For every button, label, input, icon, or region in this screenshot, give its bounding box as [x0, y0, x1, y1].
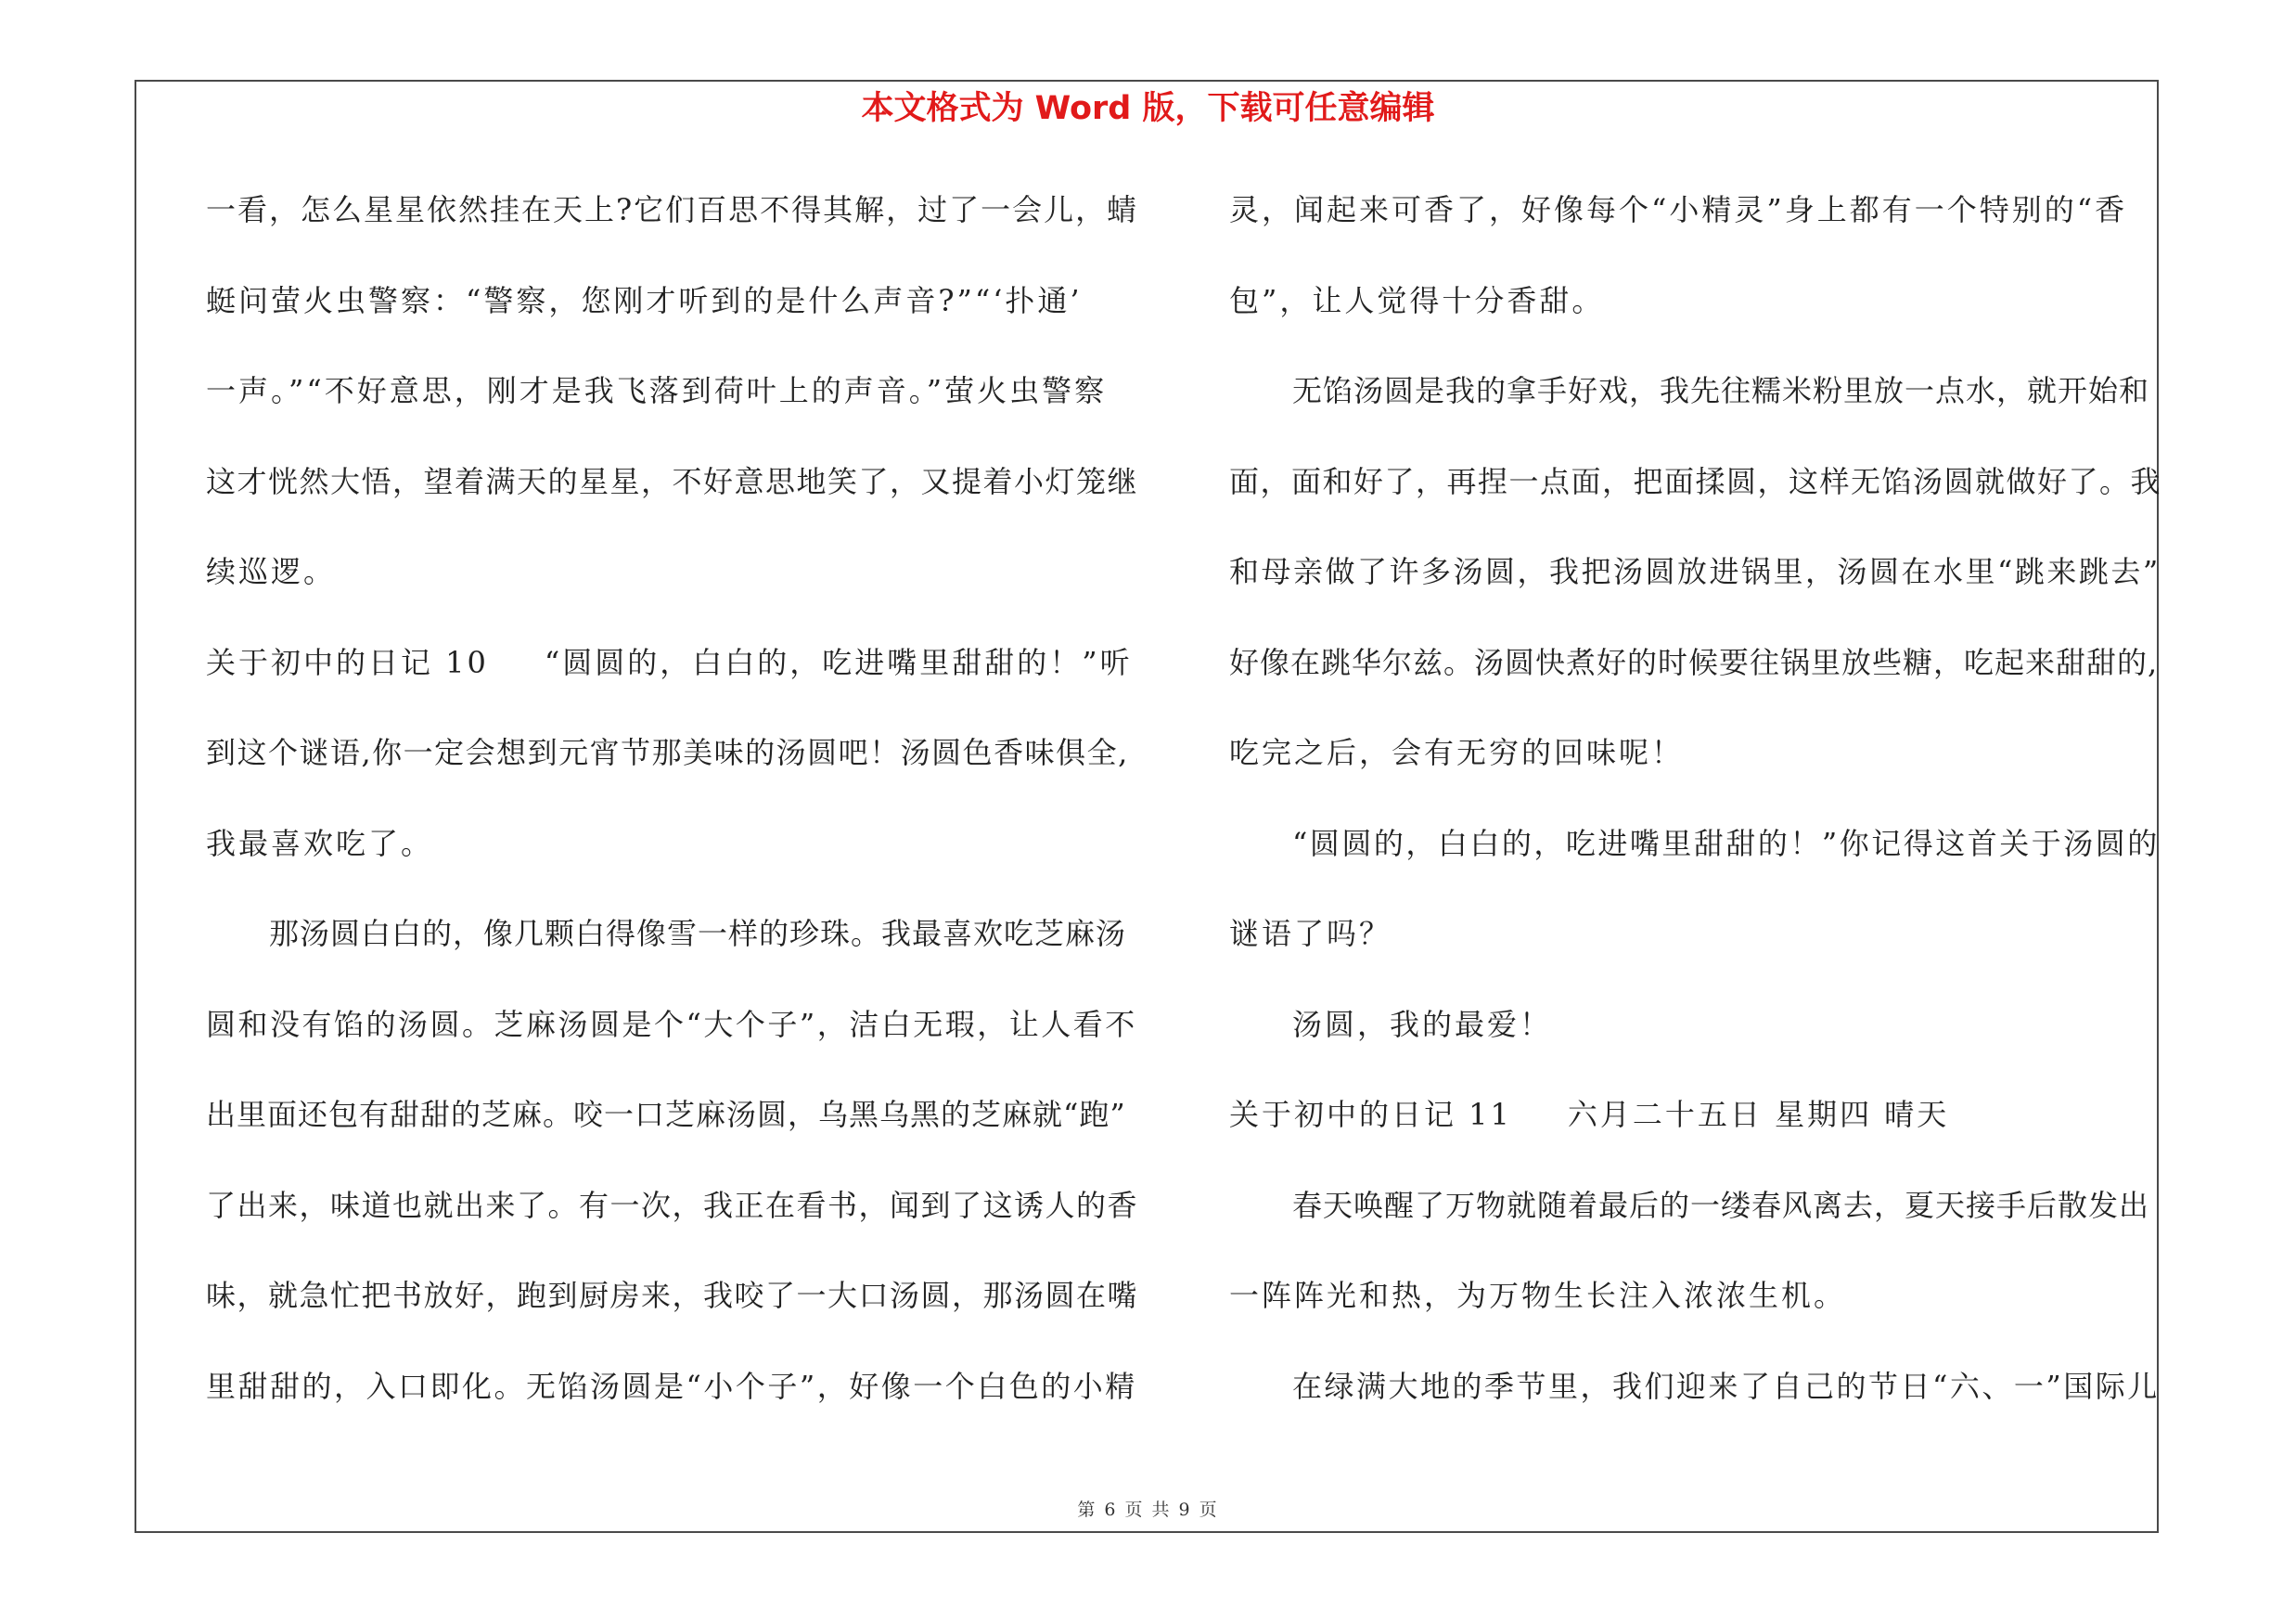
text-line: 一阵阵光和热，为万物生长注入浓浓生机。: [1229, 1278, 1847, 1313]
text-line: 和母亲做了许多汤圆，我把汤圆放进锅里，汤圆在水里“跳来跳去”: [1229, 554, 2161, 589]
format-banner: 本文格式为 Word 版，下载可任意编辑: [861, 90, 1435, 127]
text-line: 包”，让人觉得十分香甜。: [1229, 282, 1605, 318]
left-column: [206, 184, 1138, 1450]
entry-date-line: 六月二十五日 星期四 晴天: [1567, 1097, 1950, 1132]
text-line: 谜语了吗？: [1229, 916, 1392, 951]
paragraph-start-line: 在绿满大地的季节里，我们迎来了自己的节日“六、一”国际儿: [1292, 1368, 2160, 1404]
entry-title: 关于初中的日记 11: [1229, 1097, 1512, 1132]
paragraph-start-line: 那汤圆白白的，像几颗白得像雪一样的珍珠。我最喜欢吃芝麻汤: [269, 916, 1127, 951]
text-line: 灵，闻起来可香了，好像每个“小精灵”身上都有一个特别的“香: [1229, 192, 2128, 227]
text-line: 这才恍然大悟，望着满天的星星，不好意思地笑了，又提着小灯笼继: [206, 463, 1139, 499]
paragraph-start-line: 汤圆，我的最爱！: [1292, 1006, 1553, 1042]
paragraph-start-line: 春天唤醒了万物就随着最后的一缕春风离去，夏天接手后散发出: [1292, 1187, 2150, 1223]
text-line: “圆圆的，白白的，吃进嘴里甜甜的！”听: [544, 644, 1133, 680]
diary-entry-heading: [1229, 1088, 2161, 1179]
text-line: 味，就急忙把书放好，跑到厨房来，我咬了一大口汤圆，那汤圆在嘴: [206, 1278, 1139, 1313]
text-line: 了出来，味道也就出来了。有一次，我正在看书，闻到了这诱人的香: [206, 1187, 1139, 1223]
paragraph-start-line: “圆圆的，白白的，吃进嘴里甜甜的！”你记得这首关于汤圆的: [1292, 825, 2160, 861]
text-line: 续巡逻。: [206, 554, 337, 589]
text-line: 我最喜欢吃了。: [206, 825, 434, 861]
page-number: 第 6 页 共 9 页: [1077, 1500, 1219, 1520]
text-line: 蜓问萤火虫警察：“警察，您刚才听到的是什么声音?”“‘扑通’: [206, 282, 1083, 318]
entry-title: 关于初中的日记 10: [206, 644, 489, 680]
text-line: 一看，怎么星星依然挂在天上?它们百思不得其解，过了一会儿，蜻: [206, 192, 1139, 227]
text-line: 吃完之后，会有无穷的回味呢！: [1229, 735, 1685, 770]
diary-entry-heading: [206, 637, 1138, 728]
text-line: 到这个谜语,你一定会想到元宵节那美味的汤圆吧！汤圆色香味俱全,: [206, 735, 1129, 770]
text-line: 里甜甜的，入口即化。无馅汤圆是“小个子”，好像一个白色的小精: [206, 1368, 1137, 1404]
text-line: 好像在跳华尔兹。汤圆快煮好的时候要往锅里放些糖，吃起来甜甜的,: [1229, 644, 2159, 680]
right-column: [1229, 184, 2161, 1450]
paragraph-start-line: 无馅汤圆是我的拿手好戏，我先往糯米粉里放一点水，就开始和: [1292, 373, 2150, 408]
text-line: 面，面和好了，再捏一点面，把面揉圆，这样无馅汤圆就做好了。我: [1229, 463, 2162, 499]
text-line: 一声。”“不好意思，刚才是我飞落到荷叶上的声音。”萤火虫警察: [206, 373, 1108, 408]
text-line: 圆和没有馅的汤圆。芝麻汤圆是个“大个子”，洁白无瑕，让人看不: [206, 1006, 1137, 1042]
text-line: 出里面还包有甜甜的芝麻。咬一口芝麻汤圆，乌黑乌黑的芝麻就“跑”: [206, 1097, 1126, 1132]
